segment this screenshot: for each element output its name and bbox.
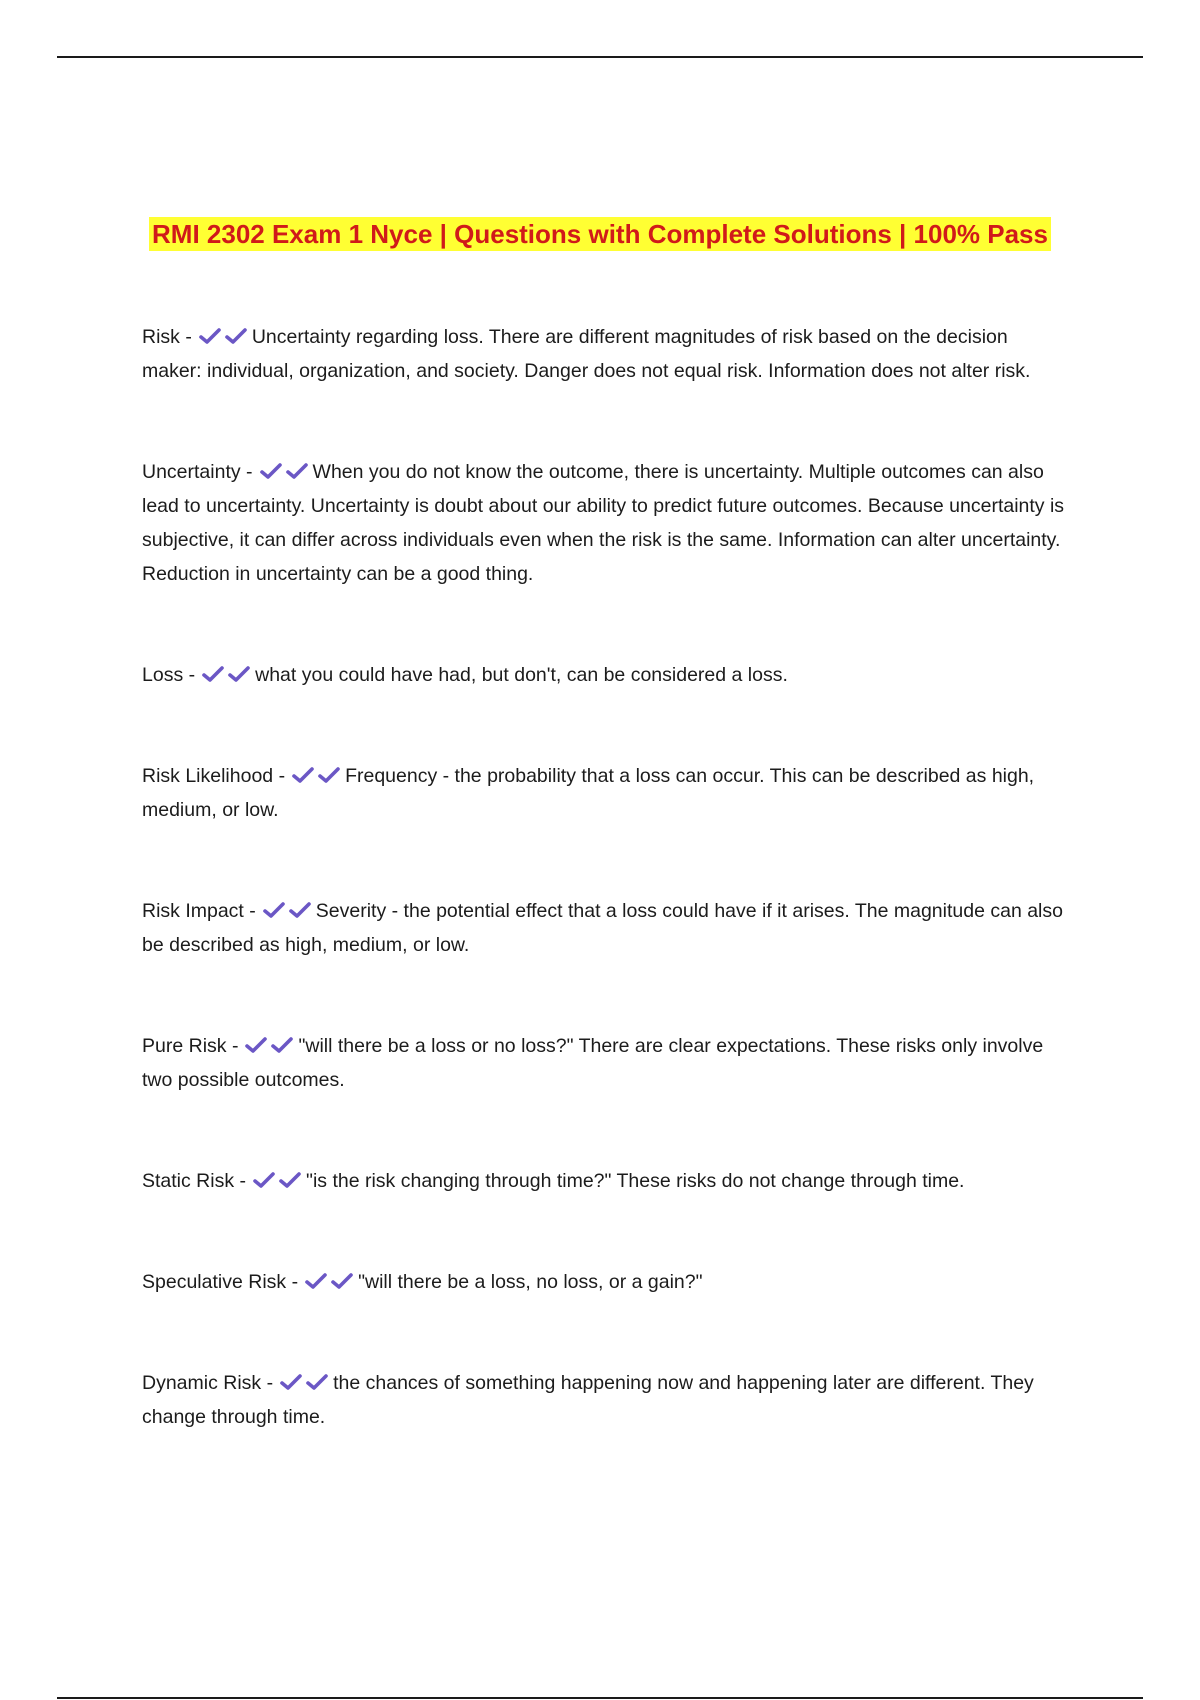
- entry-term: Pure Risk: [142, 1035, 227, 1057]
- entry-term: Risk Likelihood: [142, 765, 274, 787]
- flashcard-entry: [142, 455, 1066, 591]
- flashcard-entry: [142, 759, 1066, 827]
- double-check-icon: [259, 461, 311, 483]
- entry-separator: -: [266, 1372, 274, 1394]
- double-check-icon: [244, 1035, 296, 1057]
- double-check-icon: [304, 1271, 356, 1293]
- entry-definition: the chances of something happening now and happening later are different. They change through time.: [142, 1372, 1034, 1428]
- entry-separator: -: [185, 326, 192, 348]
- flashcard-entry: [142, 1366, 1066, 1434]
- entry-definition: "is the risk changing through time?" These risks do not change through time.: [306, 1170, 965, 1192]
- entry-separator: -: [188, 664, 196, 686]
- entry-definition: Severity - the potential effect that a loss could have if it arises. The magnitude can also be described as high, medium, or low.: [142, 900, 1063, 956]
- entry-separator: -: [291, 1271, 299, 1293]
- title-block: [120, 212, 1080, 261]
- entry-definition: Uncertainty regarding loss. There are different magnitudes of risk based on the decision maker: individual, organization, and society. Danger does not equal risk. Information does not alter risk.: [142, 326, 1031, 382]
- double-check-icon: [262, 900, 314, 922]
- double-check-icon: [279, 1372, 331, 1394]
- entry-separator: -: [278, 765, 286, 787]
- document-title: RMI 2302 Exam 1 Nyce | Questions with Complete Solutions | 100% Pass: [149, 217, 1051, 251]
- entry-term: Speculative Risk: [142, 1271, 287, 1293]
- entry-separator: -: [231, 1035, 239, 1057]
- double-check-icon: [291, 765, 343, 787]
- entry-separator: -: [249, 900, 256, 922]
- flashcard-entry: [142, 320, 1066, 388]
- entry-definition: what you could have had, but don't, can be considered a loss.: [255, 664, 788, 686]
- entry-term: Loss: [142, 664, 184, 686]
- entry-term: Dynamic Risk: [142, 1372, 262, 1394]
- flashcard-entry: [142, 658, 1066, 692]
- double-check-icon: [252, 1170, 304, 1192]
- entry-term: Uncertainty: [142, 461, 241, 483]
- flashcard-list: [142, 320, 1066, 1434]
- flashcard-entry: [142, 894, 1066, 962]
- entry-term: Static Risk: [142, 1170, 235, 1192]
- double-check-icon: [198, 326, 250, 348]
- entry-separator: -: [246, 461, 253, 483]
- entry-term: Risk Impact: [142, 900, 244, 922]
- flashcard-entry: [142, 1164, 1066, 1198]
- entry-definition: When you do not know the outcome, there is uncertainty. Multiple outcomes can also lead to uncertainty. Uncertainty is doubt about our ability to predict future outcomes. Because uncertainty is subjective, it can differ across individuals even when the risk is the same. Information can alter uncertainty. Reduction in uncertainty can be a good thing.: [142, 461, 1065, 585]
- entry-term: Risk: [142, 326, 180, 348]
- entry-definition: "will there be a loss or no loss?" There are clear expectations. These risks only involve two possible outcomes.: [142, 1035, 1044, 1091]
- double-check-icon: [201, 664, 253, 686]
- entry-definition: Frequency - the probability that a loss can occur. This can be described as high, medium, or low.: [142, 765, 1035, 821]
- top-divider: [57, 56, 1143, 58]
- entry-separator: -: [239, 1170, 247, 1192]
- flashcard-entry: [142, 1029, 1066, 1097]
- bottom-divider: [57, 1697, 1143, 1699]
- flashcard-entry: [142, 1265, 1066, 1299]
- entry-definition: "will there be a loss, no loss, or a gain?": [358, 1271, 703, 1293]
